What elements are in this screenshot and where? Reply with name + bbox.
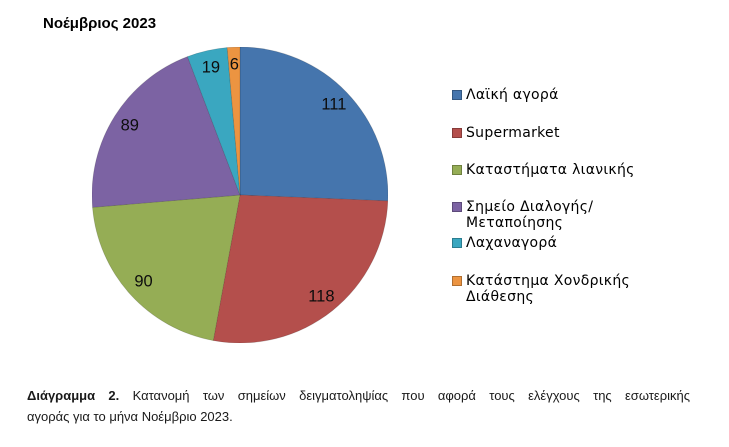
legend-item xyxy=(452,235,557,251)
legend xyxy=(452,87,658,317)
legend-label: Λαχαναγορά xyxy=(466,235,558,251)
legend-marker-icon xyxy=(452,128,462,138)
legend-item xyxy=(452,87,559,103)
pie-chart xyxy=(92,47,388,343)
pie-value-label: 90 xyxy=(134,272,153,291)
pie-slice-0 xyxy=(240,47,388,201)
legend-marker-icon xyxy=(452,202,462,212)
caption-text-line1: Κατανομή των σημείων δειγματοληψίας που αφορά τους ελέγχους της εσωτερικής xyxy=(132,388,690,403)
legend-label: Καταστήματα λιανικής xyxy=(466,162,635,178)
legend-item xyxy=(452,199,656,231)
legend-label: Supermarket xyxy=(466,125,560,141)
legend-marker-icon xyxy=(452,165,462,175)
figure-caption xyxy=(27,385,690,427)
pie-value-label: 19 xyxy=(201,58,221,77)
pie-value-label: 111 xyxy=(321,95,347,114)
pie-value-label: 6 xyxy=(229,55,239,74)
legend-marker-icon xyxy=(452,276,462,286)
legend-marker-icon xyxy=(452,90,462,100)
legend-item xyxy=(452,125,560,141)
caption-line-1 xyxy=(27,385,690,406)
legend-label: Σημείο Διαλογής/Μεταποίησης xyxy=(466,199,594,231)
chart-title: Νοέμβριος 2023 xyxy=(43,15,157,32)
legend-item xyxy=(452,273,656,305)
legend-label: Λαϊκή αγορά xyxy=(466,87,559,103)
legend-item xyxy=(452,162,635,178)
caption-label: Διάγραμμα 2. xyxy=(27,388,120,403)
caption-text-line2: αγοράς για το μήνα Νοέμβριο 2023. xyxy=(27,409,233,424)
pie-value-label: 118 xyxy=(308,287,335,306)
pie-value-label: 89 xyxy=(120,116,139,135)
pie-slice-1 xyxy=(213,195,388,343)
legend-marker-icon xyxy=(452,238,462,248)
legend-label: Κατάστημα Χονδρικής Διάθεσης xyxy=(466,273,631,305)
pie-plot-area xyxy=(92,47,388,343)
